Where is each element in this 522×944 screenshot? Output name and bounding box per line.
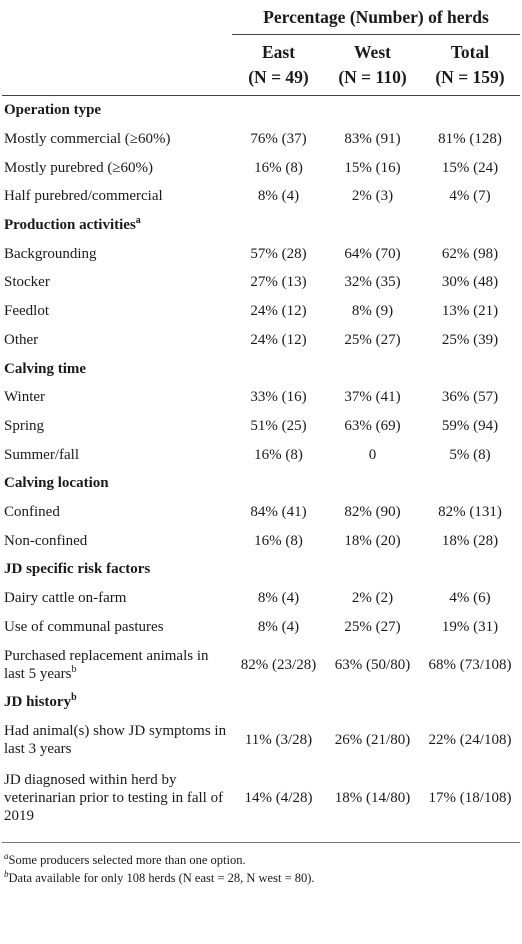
- section-title-text: Production activities: [4, 217, 136, 234]
- section-row: [2, 688, 520, 717]
- row-label: [2, 612, 232, 641]
- column-header-total: [420, 35, 520, 96]
- cell-east: 24% (12): [250, 331, 307, 348]
- footnote-text: Some producers selected more than one option.: [8, 852, 246, 867]
- table-row: [2, 717, 520, 764]
- cell-west: 25% (27): [344, 331, 401, 348]
- cell-west: 18% (14/80): [334, 789, 411, 806]
- footnote-a: [4, 851, 522, 869]
- row-label: [2, 239, 232, 268]
- section-title: [2, 96, 520, 125]
- cell-east: 11% (3/28): [244, 732, 313, 749]
- row-label-text: Stocker: [4, 274, 50, 291]
- section-title-text: Calving time: [4, 360, 87, 377]
- cell-west: 18% (20): [344, 532, 401, 549]
- cell-east: 8% (4): [257, 590, 300, 607]
- cell-east: 8% (4): [257, 618, 300, 635]
- table-row: [2, 125, 520, 154]
- row-label: [2, 125, 232, 154]
- cell-total: 4% (6): [449, 590, 491, 607]
- row-label: [2, 440, 232, 469]
- table-row: [2, 412, 520, 441]
- row-label: [2, 764, 232, 832]
- table-row: [2, 239, 520, 268]
- row-label: [2, 297, 232, 326]
- table-row: [2, 326, 520, 355]
- group-title: Percentage (Number) of herds: [263, 7, 489, 27]
- row-label-text: Non-confined: [4, 532, 88, 549]
- cell-east: 16% (8): [254, 446, 303, 463]
- row-label-text: Winter: [4, 389, 46, 406]
- row-label-text: Other: [4, 331, 39, 348]
- column-n: (N = 110): [338, 67, 407, 87]
- cell-west: 0: [368, 446, 377, 463]
- cell-east: 24% (12): [250, 303, 307, 320]
- cell-total: 36% (57): [441, 389, 499, 406]
- row-label-text: Confined: [4, 503, 60, 520]
- header-empty-cell: [2, 0, 232, 35]
- section-row: [2, 96, 520, 125]
- column-name: Total: [450, 42, 490, 62]
- section-title: [2, 555, 520, 584]
- section-title-text: JD history: [4, 694, 72, 711]
- column-header-west: [325, 35, 420, 96]
- header-empty-cell: [2, 35, 232, 96]
- row-label-text: Backgrounding: [4, 245, 97, 262]
- header-columns-row: [2, 35, 520, 96]
- cell-west: 25% (27): [344, 618, 401, 635]
- column-header-east: [232, 35, 325, 96]
- section-title: [2, 211, 520, 240]
- section-title: [2, 688, 520, 717]
- cell-west: 37% (41): [344, 389, 401, 406]
- row-label-text: Use of communal pastures: [4, 618, 164, 635]
- row-label: [2, 526, 232, 555]
- cell-west: 63% (50/80): [334, 656, 411, 673]
- row-label-text: Dairy cattle on-farm: [4, 590, 127, 607]
- cell-east: 16% (8): [254, 159, 303, 176]
- section-title-text: JD specific risk factors: [4, 561, 151, 578]
- cell-west: 64% (70): [344, 245, 401, 262]
- table-row: [2, 498, 520, 527]
- row-label: [2, 153, 232, 182]
- row-label: [2, 498, 232, 527]
- cell-east: 33% (16): [250, 389, 307, 406]
- row-label: [2, 182, 232, 211]
- footnote-mark: a: [4, 850, 9, 861]
- cell-total: 13% (21): [441, 303, 499, 320]
- cell-east: 27% (13): [250, 274, 307, 291]
- table-row: [2, 440, 520, 469]
- column-n: (N = 159): [435, 67, 505, 87]
- footnote-mark: b: [4, 868, 9, 879]
- cell-west: 32% (35): [344, 274, 401, 291]
- cell-west: 83% (91): [344, 131, 401, 148]
- cell-east: 84% (41): [250, 503, 307, 520]
- table-row: [2, 764, 520, 832]
- cell-total: 15% (24): [441, 159, 499, 176]
- row-label: [2, 717, 232, 764]
- row-label: [2, 584, 232, 613]
- cell-east: 16% (8): [254, 532, 303, 549]
- cell-total: 19% (31): [441, 618, 499, 635]
- table-row: [2, 584, 520, 613]
- cell-east: 82% (23/28): [240, 656, 317, 673]
- cell-total: 22% (24/108): [428, 732, 512, 749]
- section-title: [2, 354, 520, 383]
- cell-east: 8% (4): [257, 188, 300, 205]
- row-label-text: Feedlot: [4, 303, 49, 320]
- table-row: [2, 268, 520, 297]
- footnote-b: [4, 869, 522, 887]
- section-row: [2, 354, 520, 383]
- table-body: [2, 96, 520, 832]
- table-row: [2, 641, 520, 688]
- cell-west: 26% (21/80): [334, 732, 411, 749]
- cell-east: 51% (25): [250, 417, 307, 434]
- row-label-text: Purchased replacement animals in last 5 years: [4, 647, 209, 682]
- cell-total: 4% (7): [449, 188, 491, 205]
- section-title-text: Calving location: [4, 475, 109, 492]
- section-title-text: Operation type: [4, 102, 102, 119]
- row-label-text: Had animal(s) show JD symptoms in last 3 years: [4, 723, 227, 758]
- section-title: [2, 469, 520, 498]
- cell-total: 68% (73/108): [428, 656, 512, 673]
- cell-total: 59% (94): [441, 417, 499, 434]
- cell-west: 63% (69): [344, 417, 401, 434]
- column-name: West: [354, 42, 391, 62]
- column-name: East: [261, 42, 296, 62]
- herd-characteristics-table: [2, 0, 520, 832]
- cell-east: 76% (37): [250, 131, 307, 148]
- cell-total: 5% (8): [449, 446, 491, 463]
- cell-east: 14% (4/28): [244, 789, 313, 806]
- row-label-text: Spring: [4, 417, 45, 434]
- cell-east: 57% (28): [250, 245, 307, 262]
- cell-total: 25% (39): [441, 331, 499, 348]
- table-row: [2, 526, 520, 555]
- footnote-ref: b: [71, 692, 77, 704]
- cell-west: 2% (2): [351, 590, 394, 607]
- cell-west: 15% (16): [344, 159, 401, 176]
- row-label-text: Mostly purebred (≥60%): [4, 159, 154, 176]
- cell-west: 82% (90): [344, 503, 401, 520]
- header-group-row: [2, 0, 520, 35]
- row-label: [2, 268, 232, 297]
- row-label-text: Summer/fall: [4, 446, 79, 463]
- footnotes: [0, 843, 522, 887]
- section-row: [2, 469, 520, 498]
- cell-total: 18% (28): [441, 532, 499, 549]
- row-label: [2, 641, 232, 688]
- row-label-text: Mostly commercial (≥60%): [4, 131, 171, 148]
- table-row: [2, 182, 520, 211]
- row-label-text: Half purebred/commercial: [4, 188, 163, 205]
- row-label: [2, 412, 232, 441]
- footnote-ref: a: [135, 215, 141, 227]
- row-label: [2, 383, 232, 412]
- row-label-text: JD diagnosed within herd by veterinarian prior to testing in fall of 2019: [4, 771, 224, 824]
- footnote-text: Data available for only 108 herds (N east = 28, N west = 80).: [8, 870, 315, 885]
- table-row: [2, 297, 520, 326]
- cell-total: 82% (131): [438, 503, 502, 520]
- footnote-ref: b: [71, 663, 77, 675]
- cell-west: 2% (3): [351, 188, 394, 205]
- cell-total: 62% (98): [441, 245, 499, 262]
- cell-total: 30% (48): [441, 274, 499, 291]
- cell-total: 17% (18/108): [428, 789, 512, 806]
- cell-total: 81% (128): [438, 131, 502, 148]
- table-row: [2, 612, 520, 641]
- cell-west: 8% (9): [351, 303, 394, 320]
- table-row: [2, 383, 520, 412]
- table-row: [2, 153, 520, 182]
- section-row: [2, 555, 520, 584]
- column-n: (N = 49): [248, 67, 309, 87]
- row-label: [2, 326, 232, 355]
- section-row: [2, 211, 520, 240]
